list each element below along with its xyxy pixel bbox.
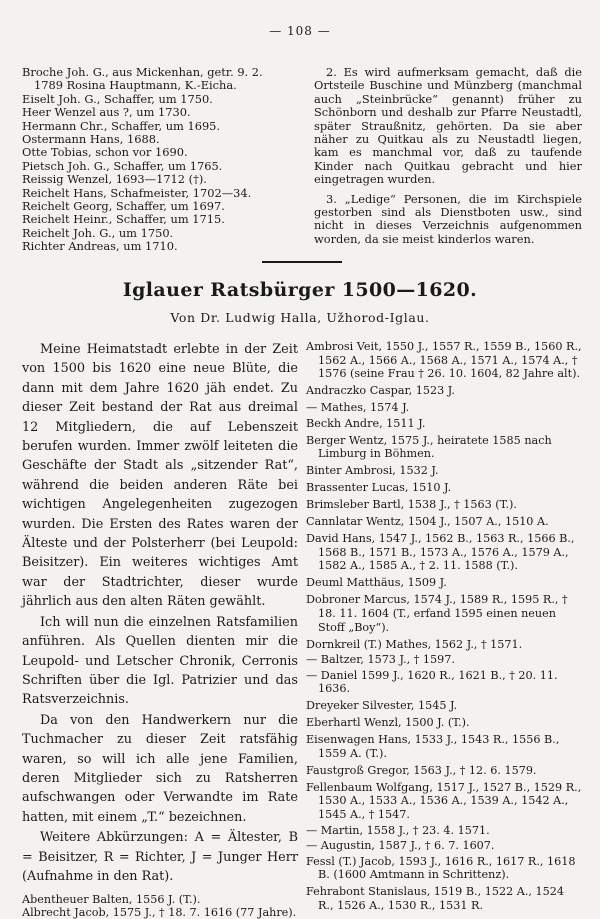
list-item: Heer Wenzel aus ?, um 1730. [22,106,191,120]
note-paragraph: 3. „Ledige“ Personen, die im Kirchspiele gestorben sind als Dienstboten usw., sind nicht in dieses Verzeichnis aufgenommen worden, da sie meist kinderlos waren. [314,191,582,246]
list-item: Albrecht Jacob, 1575 J., † 18. 7. 1616 (77 Jahre). [22,906,297,919]
list-item: Abentheuer Balten, 1556 J. (T.). [22,893,201,907]
article-right-column [306,340,582,916]
list-item: Dornkreil (T.) Mathes, 1562 J., † 1571. [306,637,523,651]
body-paragraph: Ich will nun die einzelnen Ratsfamilien anführen. Als Quellen dienten mir die Leupold- und Letscher Chronik, Cerronis Schriften über die Igl. Patrizier und das Ratsverzeichnis. [22,614,298,708]
article-title: Iglauer Ratsbürger 1500—1620. [122,279,478,301]
list-item: Eisenwagen Hans, 1533 J., 1543 R., 1556 B., 1559 A. (T.). [306,733,560,760]
list-item: Ostermann Hans, 1688. [22,133,160,147]
list-item: David Hans, 1547 J., 1562 B., 1563 R., 1566 B., 1568 B., 1571 B., 1573 A., 1576 A., 1579 A., 1582 A., 1585 A., † 2. 11. 1588 (T.). [306,532,575,573]
list-item: Andraczko Caspar, 1523 J. [306,384,455,398]
list-item: Beckh Andre, 1511 J. [306,416,426,430]
list-item: Brimsleber Bartl, 1538 J., † 1563 (T.). [306,498,517,512]
body-paragraph: Da von den Handwerkern nur die Tuchmacher zu dieser Zeit ratsfähig waren, so will ich alle jene Familien, deren Mitglieder sich zu Ratsherren aufschwangen oder Verwandte im Rate hatten, mit einem „T.“ bezeichnen. [22,712,298,825]
article-author: Von Dr. Ludwig Halla, Užhorod-Iglau. [170,310,430,325]
list-item: — Mathes, 1574 J. [306,401,410,415]
list-item: Broche Joh. G., aus Mickenhan, getr. 9. 2. 1789 Rosina Hauptmann, K.-Eicha. [22,66,263,93]
body-paragraph: Meine Heimatstadt erlebte in der Zeit von 1500 bis 1620 eine neue Blüte, die dann mit dem Jahre 1620 jäh endet. Zu dieser Zeit bestand der Rat aus dreimal 12 Mitgliedern, die auf Lebenszeit berufen wurden. Immer zwölf leiteten die Geschäfte der Stadt als „sitzender Rat“, während die beiden anderen Räte bei wichtigen Angelegenheiten zugezogen wurden. Die Ersten des Rates waren der Älteste und der Polsterherr (bei Leupold: Beisitzer). Ein weiteres wichtiges Amt war der Stadtrichter, dieser wurde jährlich aus den alten Räten gewählt. [22,342,298,610]
list-item: — Baltzer, 1573 J., † 1597. [306,653,455,667]
list-item: Reichelt Heinr., Schaffer, um 1715. [22,213,225,227]
list-item: Reichelt Joh. G., um 1750. [22,226,174,240]
list-item: Deuml Matthäus, 1509 J. [306,576,447,590]
list-item: Eiselt Joh. G., Schaffer, um 1750. [22,92,213,106]
list-item: Reissig Wenzel, 1693—1712 (†). [22,173,207,187]
list-item: Otte Tobias, schon vor 1690. [22,146,188,160]
list-item: Dreyeker Silvester, 1545 J. [306,699,458,713]
list-item: Faustgroß Gregor, 1563 J., † 12. 6. 1579. [306,763,537,777]
list-item: Richter Andreas, um 1710. [22,240,178,254]
list-item: Reichelt Hans, Schafmeister, 1702—34. [22,186,252,200]
list-item: Eberhartl Wenzl, 1500 J. (T.). [306,716,470,730]
list-item: Ambrosi Veit, 1550 J., 1557 R., 1559 B., 1560 R., 1562 A., 1566 A., 1568 A., 1571 A., 1574 A., † 1576 (seine Frau † 26. 10. 1604, 82 Jahre alt). [306,340,582,381]
section-divider [262,261,342,263]
list-item: Pietsch Joh. G., Schaffer, um 1765. [22,159,223,173]
list-item: Cannlatar Wentz, 1504 J., 1507 A., 1510 A. [306,515,549,529]
top-right-notes [314,66,582,252]
list-item: Brassenter Lucas, 1510 J. [306,481,452,495]
list-item: Berger Wentz, 1575 J., heiratete 1585 nach Limburg in Böhmen. [306,433,552,461]
list-item: Dobroner Marcus, 1574 J., 1589 R., 1595 R., † 18. 11. 1604 (T., erfand 1595 einen neuen Stoff „Boy“). [306,593,568,634]
list-item: — Augustin, 1587 J., † 6. 7. 1607. [306,839,495,853]
list-item: — Daniel 1599 J., 1620 R., 1621 B., † 20. 11. 1636. [306,668,558,696]
page-number: — 108 — [269,24,331,38]
list-item: Fellenbaum Wolfgang, 1517 J., 1527 B., 1529 R., 1530 A., 1533 A., 1536 A., 1539 A., 1542 A., 1545 A., † 1547. [306,780,582,822]
list-item: Hermann Chr., Schaffer, um 1695. [22,119,221,133]
list-item: — Martin, 1558 J., † 23. 4. 1571. [306,823,490,837]
list-item: Binter Ambrosi, 1532 J. [306,464,439,478]
list-item: Fehrabont Stanislaus, 1519 B., 1522 A., 1524 R., 1526 A., 1530 R., 1531 R. [306,885,564,913]
list-item: Reichelt Georg, Schaffer, um 1697. [22,200,225,214]
note-paragraph: 2. Es wird aufmerksam gemacht, daß die Ortsteile Buschine und Münzberg (manchmal auch „Steinbrücke“ genannt) früher zu Schönborn und deshalb zur Pfarre Neustadtl, später Straußnitz, gehörten. Da sie aber näher zu Quitkau als zu Neustadtl liegen, kam es manchmal vor, daß zu taufende Kinder nach Quitkau gebracht und hier eingetragen wurden. [314,65,582,187]
top-left-register [22,66,294,254]
article-left-column [22,340,298,919]
list-item: Fessl (T.) Jacob, 1593 J., 1616 R., 1617 R., 1618 B. (1600 Amtmann in Schrittenz). [306,854,576,882]
body-paragraph: Weitere Abkürzungen: A = Ältester, B = Beisitzer, R = Richter, J = Junger Herr (Aufnahme in den Rat). [22,830,298,884]
